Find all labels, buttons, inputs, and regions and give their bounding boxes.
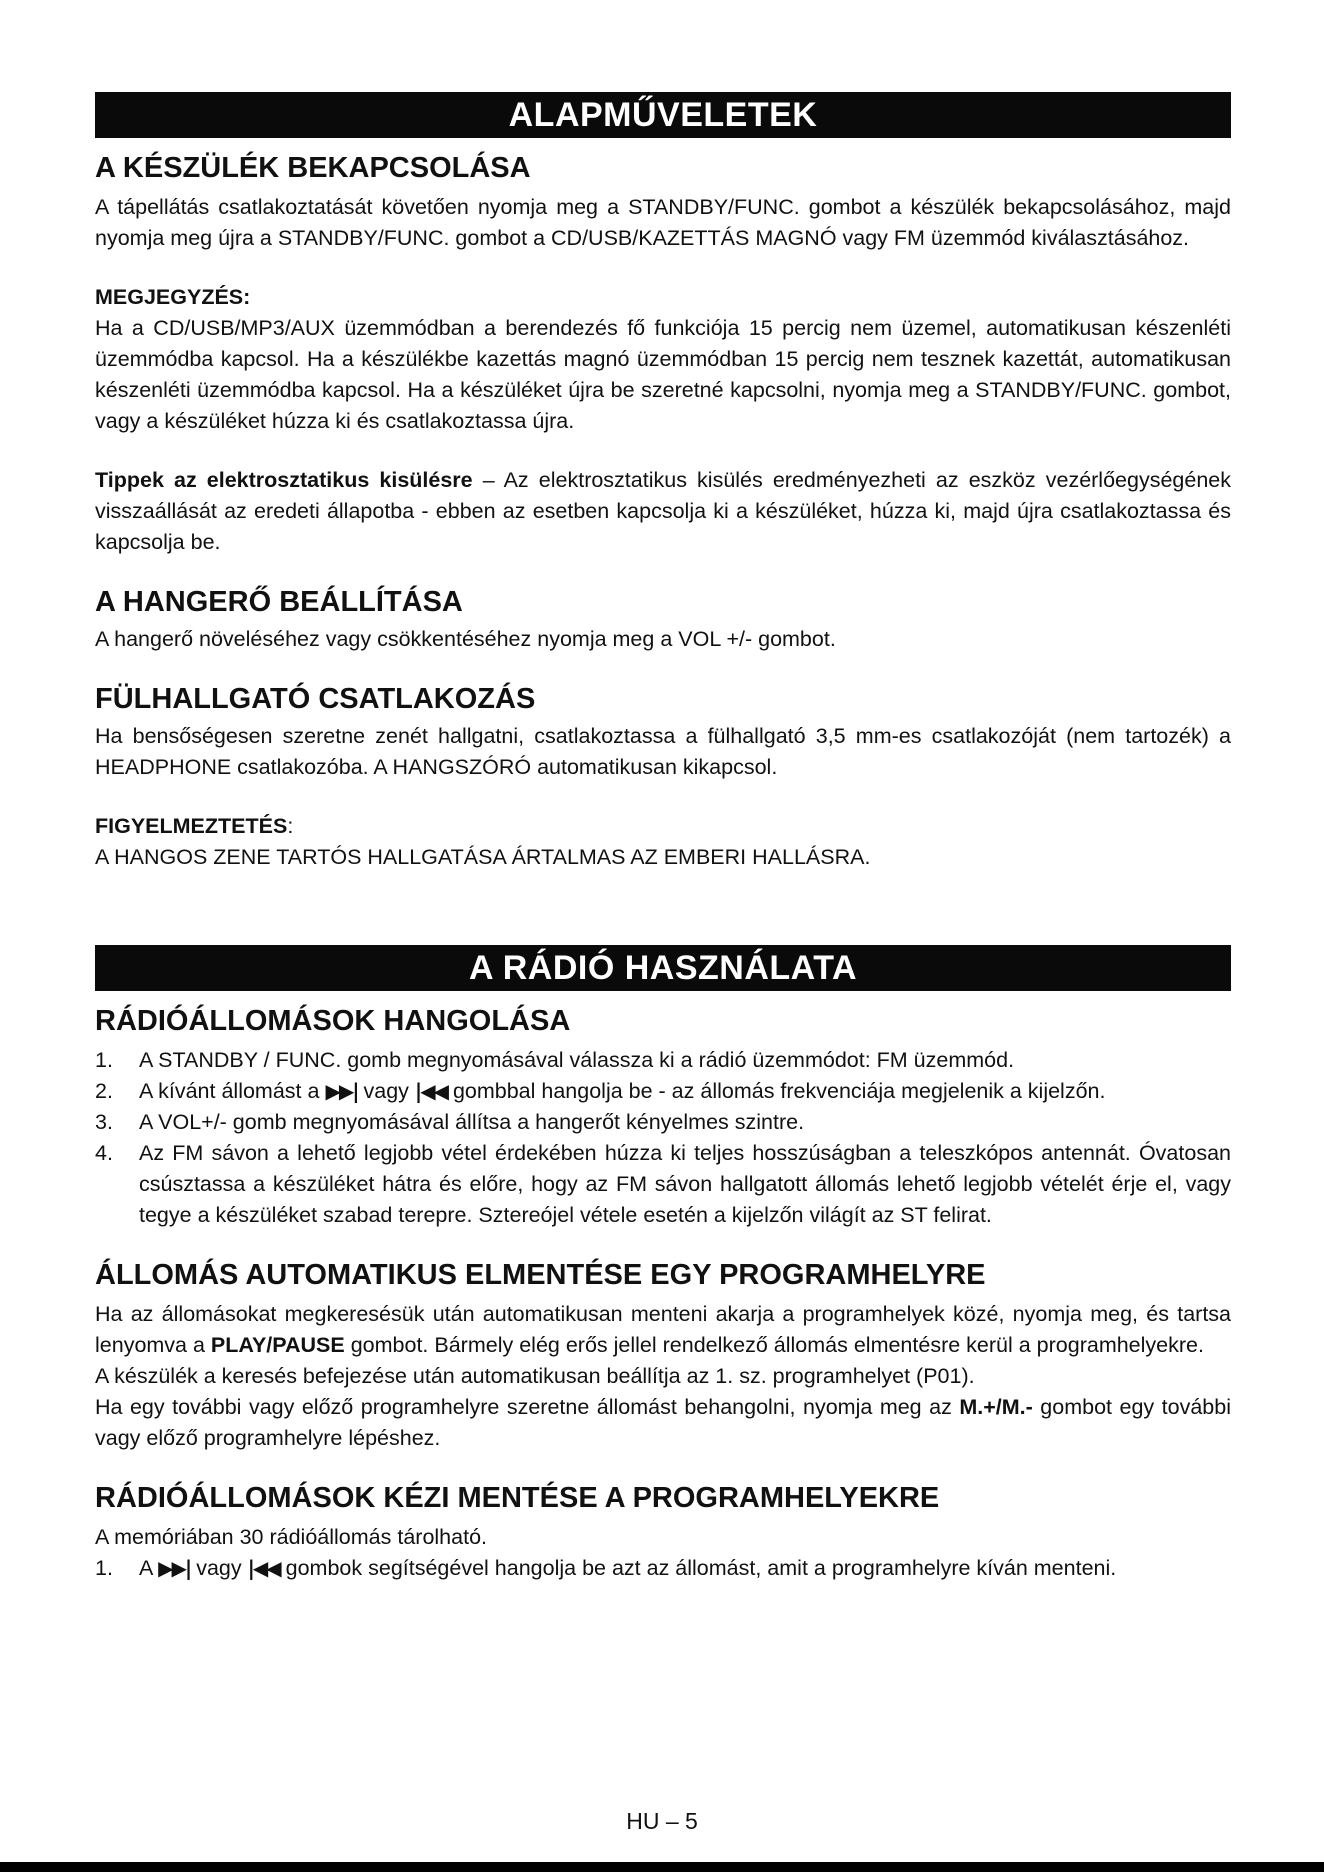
- section-banner-radio: A RÁDIÓ HASZNÁLATA: [95, 945, 1231, 991]
- paragraph-manual-save-intro: A memóriában 30 rádióállomás tárolható.: [95, 1525, 487, 1549]
- paragraph-headphone: Ha bensőségesen szeretne zenét hallgatni, csatlakoztassa a fülhallgató 3,5 mm-es csatlakozóját (nem tartozék) a HEADPHONE csatlakozóba. A HANGSZÓRÓ automatikusan kikapcsol.: [95, 724, 1231, 779]
- paragraph-auto-save-1: Ha az állomásokat megkeresésük után automatikusan menteni akarja a programhelyek közé, nyomja meg, és tartsa lenyomva a PLAY/PAUSE gombot. Bármely elég erős jellel rendelkező állomás elmentésre kerül a programhelyekre.: [95, 1302, 1231, 1357]
- skip-forward-icon: ▶▶|: [325, 1079, 358, 1103]
- bottom-border: [0, 1862, 1324, 1872]
- heading-manual-save: RÁDIÓÁLLOMÁSOK KÉZI MENTÉSE A PROGRAMHELYEKRE: [95, 1482, 940, 1514]
- manual-page: [95, 92, 1231, 1584]
- list-item: 2. A kívánt állomást a ▶▶| vagy |◀◀ gombbal hangolja be - az állomás frekvenciája megjelenik a kijelzőn.: [95, 1079, 1106, 1103]
- list-item: 4. Az FM sávon a lehető legjobb vétel érdekében húzza ki teljes hosszúságban a teleszkópos antennát. Óvatosan csúsztassa a készüléket hátra és előre, hogy az FM sávon hallgatott állomás lehető legjobb vételét érje el, vagy tegye a készüléket szabad terepre. Sztereójel vétele esetén a kijelzőn világít az ST felirat.: [95, 1141, 1231, 1227]
- warning-text: A HANGOS ZENE TARTÓS HALLGATÁSA ÁRTALMAS AZ EMBERI HALLÁSRA.: [95, 845, 871, 869]
- warning: [95, 811, 1231, 842]
- note-text: Ha a CD/USB/MP3/AUX üzemmódban a berendezés fő funkciója 15 percig nem üzemel, automatikusan készenléti üzemmódba kapcsol. Ha a készülékbe kazettás magnó üzemmódban 15 percig nem tesznek kazettát, automatikusan készenléti üzemmódba kapcsol. Ha a készüléket újra be szeretné kapcsolni, nyomja meg a STANDBY/FUNC. gombot, vagy a készüléket húzza ki és csatlakoztassa újra.: [95, 316, 1231, 433]
- heading-auto-save: ÁLLOMÁS AUTOMATIKUS ELMENTÉSE EGY PROGRAMHELYRE: [95, 1259, 986, 1291]
- section-banner-basic-operations: ALAPMŰVELETEK: [95, 92, 1231, 138]
- list-item: 1. A STANDBY / FUNC. gomb megnyomásával válassza ki a rádió üzemmódot: FM üzemmód.: [95, 1048, 1015, 1072]
- tuning-steps: [95, 1045, 1231, 1231]
- esd-tip: [95, 465, 1231, 558]
- warning-title: FIGYELMEZTETÉS: [95, 814, 288, 838]
- paragraph-power-on: A tápellátás csatlakoztatását követően nyomja meg a STANDBY/FUNC. gombot a készülék bekapcsolásához, majd nyomja meg újra a STANDBY/FUNC. gombot a CD/USB/KAZETTÁS MAGNÓ vagy FM üzemmód kiválasztásához.: [95, 195, 1231, 250]
- warning-colon: :: [287, 814, 294, 838]
- heading-tuning: RÁDIÓÁLLOMÁSOK HANGOLÁSA: [95, 1005, 571, 1037]
- manual-save-steps: [95, 1553, 1231, 1584]
- page-number: HU – 5: [626, 1808, 698, 1834]
- heading-power-on: A KÉSZÜLÉK BEKAPCSOLÁSA: [95, 152, 531, 184]
- esd-tip-title: Tippek az elektrosztatikus kisülésre: [95, 468, 473, 492]
- skip-back-icon: |◀◀: [414, 1079, 447, 1103]
- paragraph-auto-save-2: A készülék a keresés befejezése után automatikusan beállítja az 1. sz. programhelyet (P01).: [95, 1364, 975, 1388]
- paragraph-volume: A hangerő növeléséhez vagy csökkentéséhez nyomja meg a VOL +/- gombot.: [95, 627, 836, 651]
- skip-forward-icon: ▶▶|: [158, 1556, 191, 1580]
- list-item: 3. A VOL+/- gomb megnyomásával állítsa a hangerőt kényelmes szintre.: [95, 1110, 805, 1134]
- list-item: 1. A ▶▶| vagy |◀◀ gombok segítségével hangolja be azt az állomást, amit a programhelyre kíván menteni.: [95, 1556, 1117, 1580]
- heading-volume: A HANGERŐ BEÁLLÍTÁSA: [95, 586, 463, 618]
- note-title: MEGJEGYZÉS:: [95, 285, 251, 309]
- paragraph-auto-save-3: Ha egy további vagy előző programhelyre szeretne állomást behangolni, nyomja meg az M.+/M.- gombot egy további vagy előző programhelyre lépéshez.: [95, 1395, 1231, 1450]
- esd-tip-text: – Az elektrosztatikus kisülés eredményezheti az eszköz vezérlőegységének visszaállását az eredeti állapotba - ebben az esetben kapcsolja ki a készüléket, húzza ki, majd újra csatlakoztassa és kapcsolja be.: [95, 468, 1231, 554]
- skip-back-icon: |◀◀: [247, 1556, 280, 1580]
- heading-headphone: FÜLHALLGATÓ CSATLAKOZÁS: [95, 683, 536, 715]
